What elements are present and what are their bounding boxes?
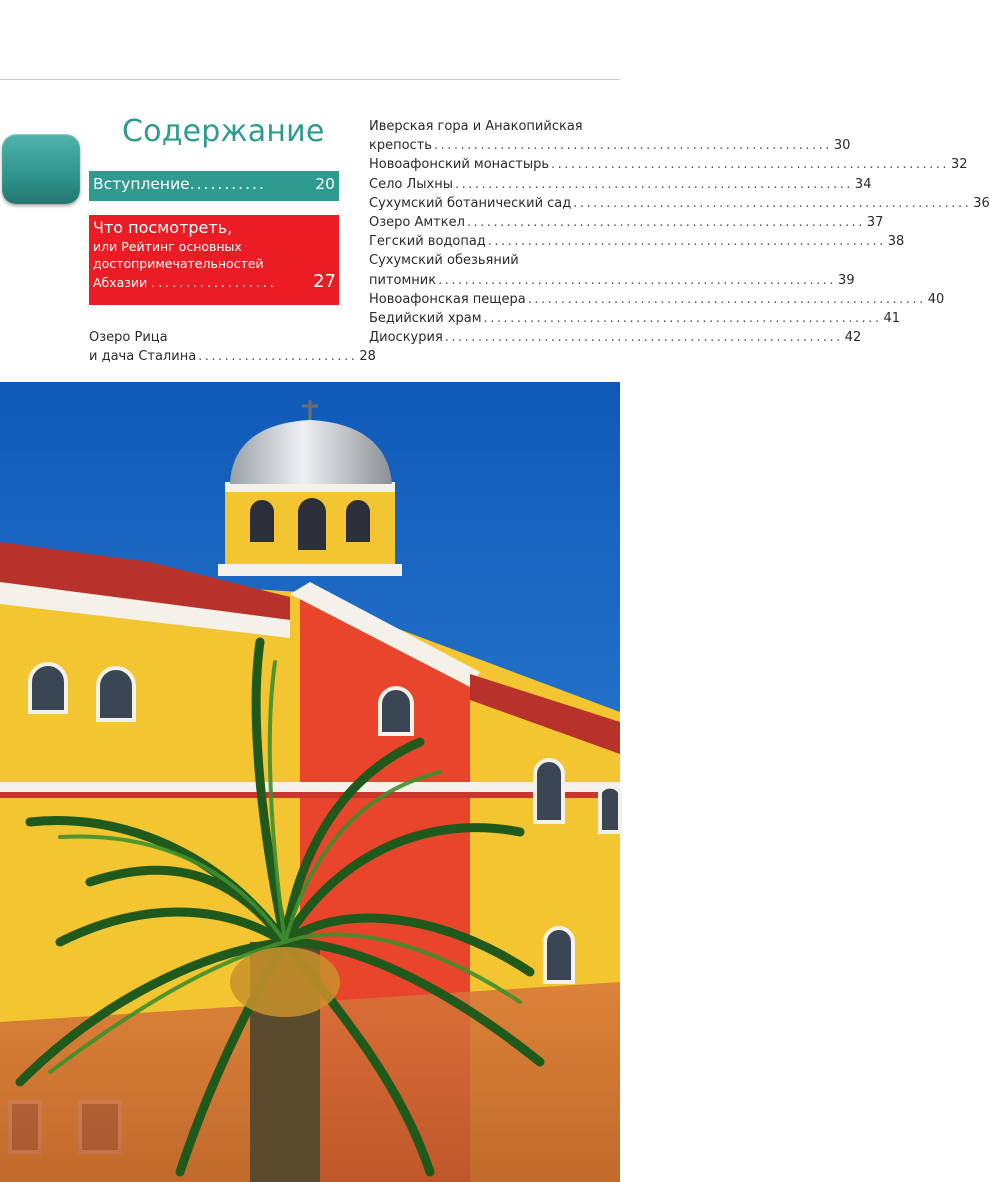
toc-entry[interactable] xyxy=(369,194,990,213)
toc-entry-label: крепость xyxy=(369,138,432,154)
toc-right-column xyxy=(369,117,990,347)
toc-see-sub-1: или Рейтинг основных xyxy=(93,239,242,254)
toc-entry[interactable] xyxy=(369,290,945,309)
toc-entry-page: 36 xyxy=(973,195,990,211)
leader-dots: ............................................................ xyxy=(433,138,832,154)
leader-dots: .................. xyxy=(151,275,277,290)
toc-entry-page: 42 xyxy=(844,330,862,346)
toc-entry-line: Иверская гора и Анакопийская xyxy=(369,119,583,134)
toc-entry[interactable] xyxy=(369,213,884,232)
toc-see-last-label: Абхазии xyxy=(93,275,148,290)
toc-see-sub-2: достопримечательностей xyxy=(93,256,264,271)
leader-dots: ............................................................ xyxy=(444,330,843,346)
toc-entry[interactable] xyxy=(369,155,968,174)
toc-entry-page: 41 xyxy=(883,311,901,327)
toc-entry-line: Озеро Рица xyxy=(89,330,168,345)
toc-entry-label: Озеро Амткел xyxy=(369,215,465,231)
leader-dots: ........................ xyxy=(198,349,358,364)
toc-intro-bar[interactable] xyxy=(89,171,339,201)
toc-entry-label: Диоскурия xyxy=(369,330,443,346)
leader-dots: ............................................................ xyxy=(573,195,972,211)
leader-dots: ............................................................ xyxy=(527,291,926,307)
monastery-photo xyxy=(0,382,620,1182)
toc-entry[interactable] xyxy=(369,175,872,194)
leader-dots: ............................................................ xyxy=(551,157,949,173)
toc-entry-page: 30 xyxy=(833,138,851,154)
leader-dots: ............................................................ xyxy=(454,176,853,192)
toc-entry-page: 32 xyxy=(951,157,968,173)
toc-entry-page: 38 xyxy=(887,234,905,250)
toc-entry-page: 34 xyxy=(854,176,872,192)
toc-entry-page: 39 xyxy=(838,272,855,288)
toc-entry-label: Гегский водопад xyxy=(369,234,486,250)
toc-entry[interactable] xyxy=(369,309,901,328)
leader-dots: ............................................................ xyxy=(487,234,886,250)
top-rule xyxy=(0,79,620,80)
leader-dots: ............................................................ xyxy=(466,215,865,231)
toc-entry-label: Село Лыхны xyxy=(369,176,453,192)
leader-dots: ............................................................ xyxy=(483,311,882,327)
toc-entry[interactable] xyxy=(369,117,851,155)
toc-intro-page: 20 xyxy=(315,175,335,193)
toc-entry-label: Новоафонский монастырь xyxy=(369,157,550,173)
toc-see-heading: Что посмотреть, xyxy=(93,218,233,237)
toc-entry-page: 37 xyxy=(866,215,884,231)
toc-see-page: 27 xyxy=(313,271,336,292)
toc-entry-label: Новоафонская пещера xyxy=(369,291,526,307)
leader-dots: ........... xyxy=(189,175,266,193)
toc-entry[interactable] xyxy=(369,328,862,347)
toc-entry[interactable] xyxy=(369,232,905,251)
toc-entry-label: и дача Сталина xyxy=(89,349,197,364)
toc-entry[interactable] xyxy=(369,251,855,289)
toc-entry-line: Сухумский обезьяний xyxy=(369,253,519,269)
toc-entry-page: 40 xyxy=(927,291,945,307)
chapter-tab xyxy=(2,134,80,204)
page-title: Содержание xyxy=(122,114,325,149)
toc-entry-label: Сухумский ботанический сад xyxy=(369,195,572,211)
toc-entry-label: питомник xyxy=(369,272,437,288)
toc-entry-ritsa[interactable] xyxy=(89,328,376,366)
toc-intro-label: Вступление xyxy=(93,175,190,193)
toc-entry-page: 28 xyxy=(359,349,376,364)
toc-entry-label: Бедийский храм xyxy=(369,311,482,327)
toc-see-bar[interactable] xyxy=(89,215,339,305)
leader-dots: ............................................................ xyxy=(438,272,837,288)
